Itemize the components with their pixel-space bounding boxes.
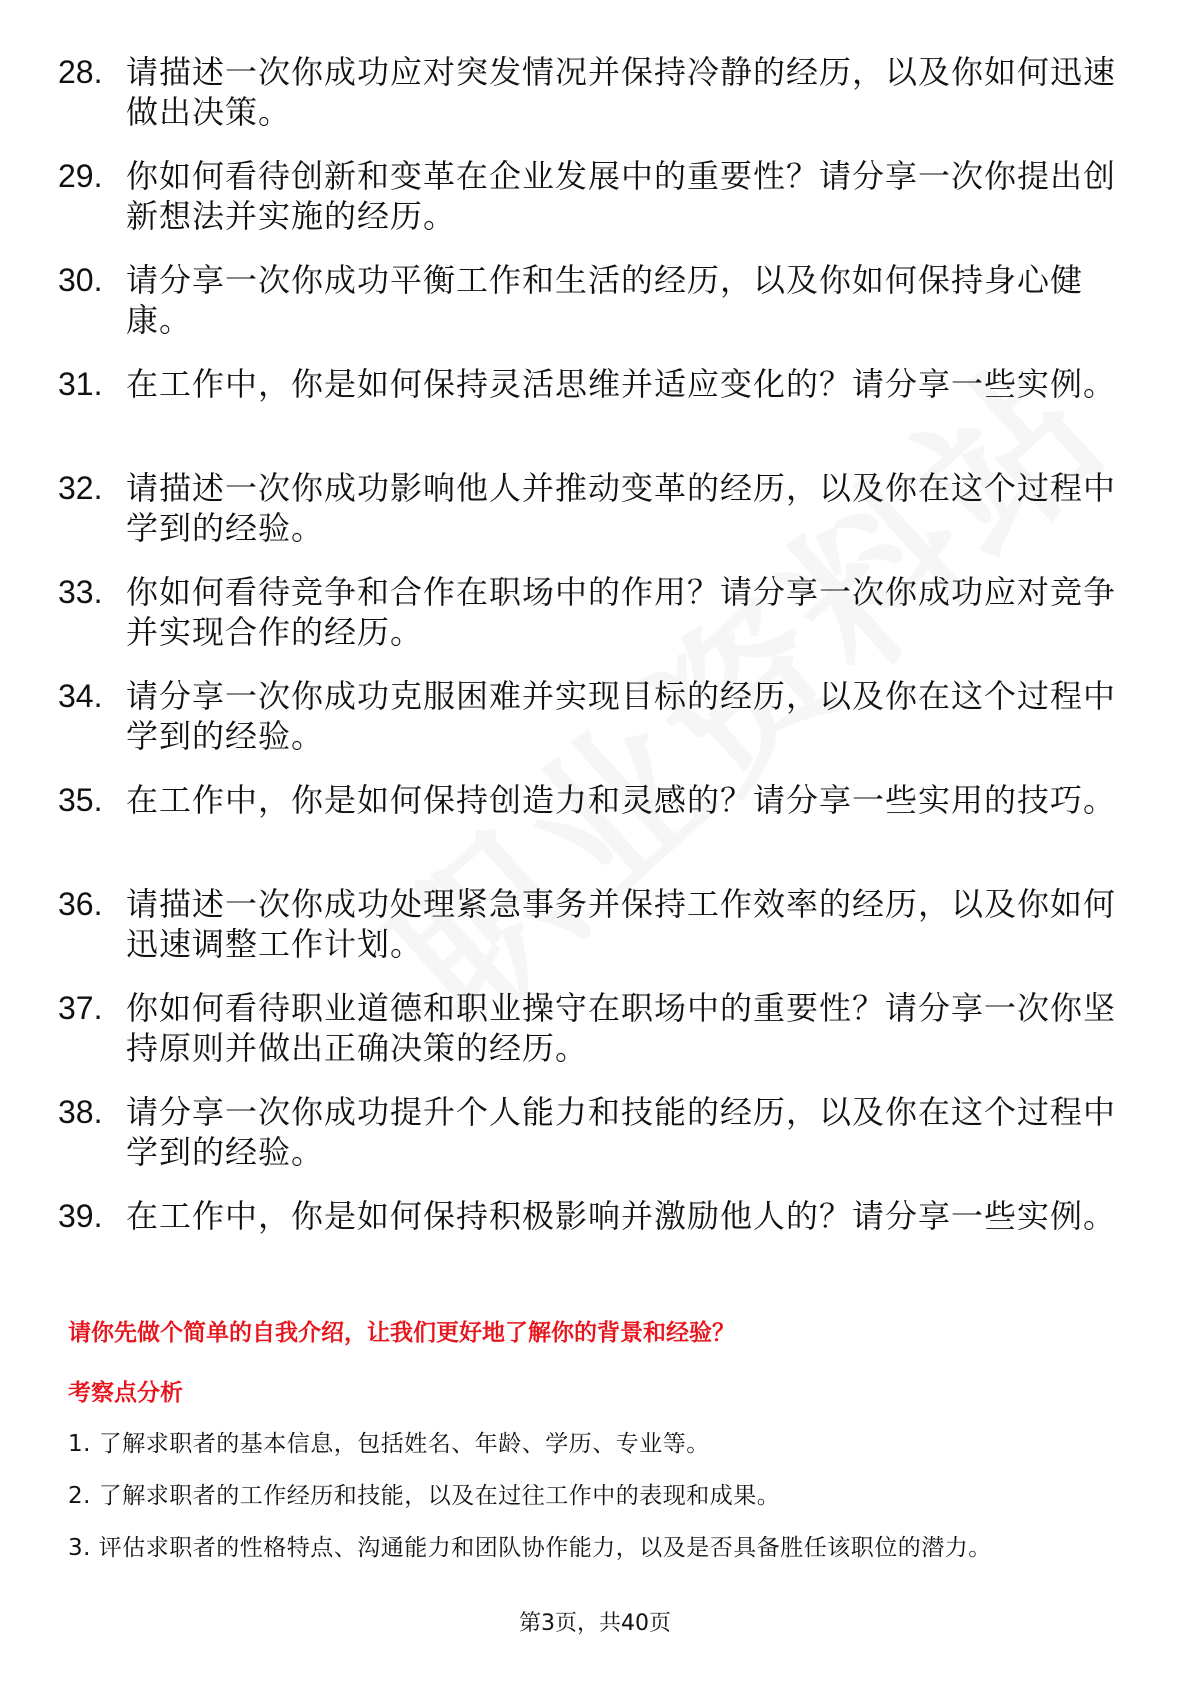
- question-text: 请描述一次你成功影响他人并推动变革的经历，以及你在这个过程中学到的经验。: [126, 469, 1117, 547]
- question-text: 在工作中，你是如何保持灵活思维并适应变化的？请分享一些实例。: [126, 365, 1117, 403]
- question-number: 29.: [58, 158, 103, 194]
- question-text: 你如何看待创新和变革在企业发展中的重要性？请分享一次你提出创新想法并实施的经历。: [126, 157, 1117, 235]
- question-number: 37.: [58, 990, 103, 1026]
- question-text: 请描述一次你成功处理紧急事务并保持工作效率的经历，以及你如何迅速调整工作计划。: [126, 885, 1117, 963]
- question-number: 33.: [58, 574, 103, 610]
- question-number: 28.: [58, 54, 103, 90]
- question-number: 30.: [58, 262, 103, 298]
- question-text: 请描述一次你成功应对突发情况并保持冷静的经历，以及你如何迅速做出决策。: [126, 53, 1117, 131]
- question-text: 请分享一次你成功提升个人能力和技能的经历，以及你在这个过程中学到的经验。: [126, 1093, 1117, 1171]
- question-list: [58, 52, 1128, 1300]
- question-item: [58, 1196, 1128, 1300]
- question-number: 38.: [58, 1094, 103, 1130]
- question-text: 你如何看待职业道德和职业操守在职场中的重要性？请分享一次你坚持原则并做出正确决策的经历。: [126, 989, 1117, 1067]
- question-item: [58, 676, 1128, 780]
- question-number: 34.: [58, 678, 103, 714]
- question-item: [58, 988, 1128, 1092]
- question-item: [58, 572, 1128, 676]
- analysis-item: 3. 评估求职者的性格特点、沟通能力和团队协作能力，以及是否具备胜任该职位的潜力。: [68, 1535, 992, 1561]
- question-number: 32.: [58, 470, 103, 506]
- question-text: 在工作中，你是如何保持积极影响并激励他人的？请分享一些实例。: [126, 1197, 1117, 1235]
- question-item: [58, 52, 1128, 156]
- question-number: 36.: [58, 886, 103, 922]
- question-text: 请分享一次你成功克服困难并实现目标的经历，以及你在这个过程中学到的经验。: [126, 677, 1117, 755]
- question-item: [58, 1092, 1128, 1196]
- question-item: [58, 884, 1128, 988]
- question-item: [58, 156, 1128, 260]
- question-text: 你如何看待竞争和合作在职场中的作用？请分享一次你成功应对竞争并实现合作的经历。: [126, 573, 1117, 651]
- question-number: 39.: [58, 1198, 103, 1234]
- question-text: 在工作中，你是如何保持创造力和灵感的？请分享一些实用的技巧。: [126, 781, 1117, 819]
- question-text: 请分享一次你成功平衡工作和生活的经历，以及你如何保持身心健康。: [126, 261, 1084, 339]
- page-footer: 第3页，共40页: [519, 1611, 671, 1636]
- question-number: 35.: [58, 782, 103, 818]
- question-number: 31.: [58, 366, 103, 402]
- question-item: [58, 468, 1128, 572]
- question-item: [58, 780, 1128, 884]
- analysis-title: 考察点分析: [68, 1380, 183, 1406]
- analysis-item: 1. 了解求职者的基本信息，包括姓名、年龄、学历、专业等。: [68, 1431, 710, 1457]
- question-item: [58, 364, 1128, 468]
- analysis-item: 2. 了解求职者的工作经历和技能，以及在过往工作中的表现和成果。: [68, 1483, 781, 1509]
- question-item: [58, 260, 1128, 364]
- highlight-question: 请你先做个简单的自我介绍，让我们更好地了解你的背景和经验？: [68, 1320, 735, 1346]
- analysis-list: [68, 1418, 1138, 1574]
